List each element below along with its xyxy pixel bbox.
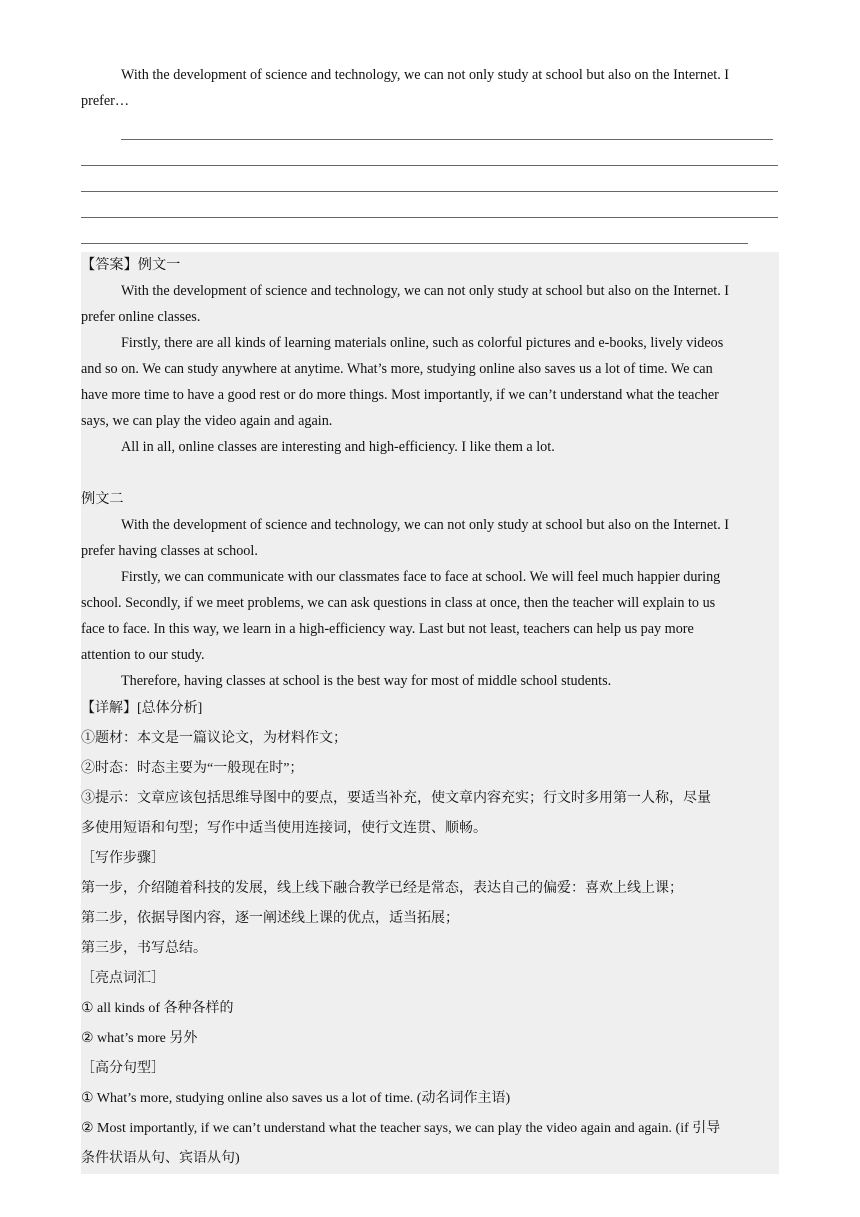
step-item: 第一步，介绍随着科技的发展，线上线下融合教学已经是常态，表达自己的偏爱：喜欢上线上课； [81,881,683,896]
essay1-line: and so on. We can study anywhere at anytime. What’s more, studying online also saves us a lot of time. We can [81,361,713,377]
prompt-line-1: With the development of science and technology, we can not only study at school but also on the Internet. I [121,67,730,83]
essay1-line: says, we can play the video again and again. [81,413,333,429]
analysis-item: 多使用短语和句型；写作中适当使用连接词，使行文连贯、顺畅。 [81,821,487,836]
essay1-line: With the development of science and technology, we can not only study at school but also on the Internet. I [121,283,730,299]
vocab-label: ［亮点词汇］ [81,971,165,986]
analysis-item: ②时态：时态主要为“一般现在时”； [81,761,304,776]
writing-line [81,218,748,244]
essay2-label: 例文二 [81,491,124,507]
writing-lines [81,114,779,244]
answer-label: 【答案】例文一 [81,257,181,273]
essay1-line: All in all, online classes are interesting and high-efficiency. I like them a lot. [121,439,555,455]
writing-line [121,114,773,140]
analysis-item: ③提示：文章应该包括思维导图中的要点，要适当补充，使文章内容充实；行文时多用第一人称，尽量 [81,791,711,806]
prompt-section [81,62,779,114]
answer-section [81,252,779,694]
spacer [81,460,779,486]
essay2-line: prefer having classes at school. [81,543,258,559]
writing-line [81,192,778,218]
vocab-item: ① all kinds of 各种各样的 [81,1001,234,1016]
sentence-item: ② Most importantly, if we can’t understand what the teacher says, we can play the video again and again. (if 引导 [81,1121,721,1136]
prompt-line-2: prefer… [81,93,130,109]
step-item: 第三步，书写总结。 [81,941,207,956]
analysis-item: ①题材：本文是一篇议论文，为材料作文； [81,731,347,746]
essay2-line: With the development of science and technology, we can not only study at school but also on the Internet. I [121,517,730,533]
sentence-label: ［高分句型］ [81,1061,165,1076]
essay2-line: attention to our study. [81,647,205,663]
sentence-item: 条件状语从句、宾语从句) [81,1151,240,1166]
essay2-line: Firstly, we can communicate with our classmates face to face at school. We will feel much happier during [121,569,721,585]
essay1-line: Firstly, there are all kinds of learning materials online, such as colorful pictures and e-books, lively videos [121,335,724,351]
analysis-label: 【详解】[总体分析] [81,701,203,716]
essay2-line: school. Secondly, if we meet problems, we can ask questions in class at once, then the teacher will explain to us [81,595,716,611]
steps-label: ［写作步骤］ [81,851,165,866]
writing-line [81,166,778,192]
analysis-section [81,694,779,1174]
step-item: 第二步，依据导图内容，逐一阐述线上课的优点，适当拓展； [81,911,459,926]
sentence-item: ① What’s more, studying online also saves us a lot of time. (动名词作主语) [81,1091,511,1106]
vocab-item: ② what’s more 另外 [81,1031,198,1046]
writing-line [81,140,778,166]
document-page [81,0,779,1174]
essay2-line: Therefore, having classes at school is the best way for most of middle school students. [121,673,612,689]
essay1-line: have more time to have a good rest or do more things. Most importantly, if we can’t understand what the teacher [81,387,719,403]
essay2-line: face to face. In this way, we learn in a high-efficiency way. Last but not least, teachers can help us pay more [81,621,694,637]
essay1-line: prefer online classes. [81,309,201,325]
